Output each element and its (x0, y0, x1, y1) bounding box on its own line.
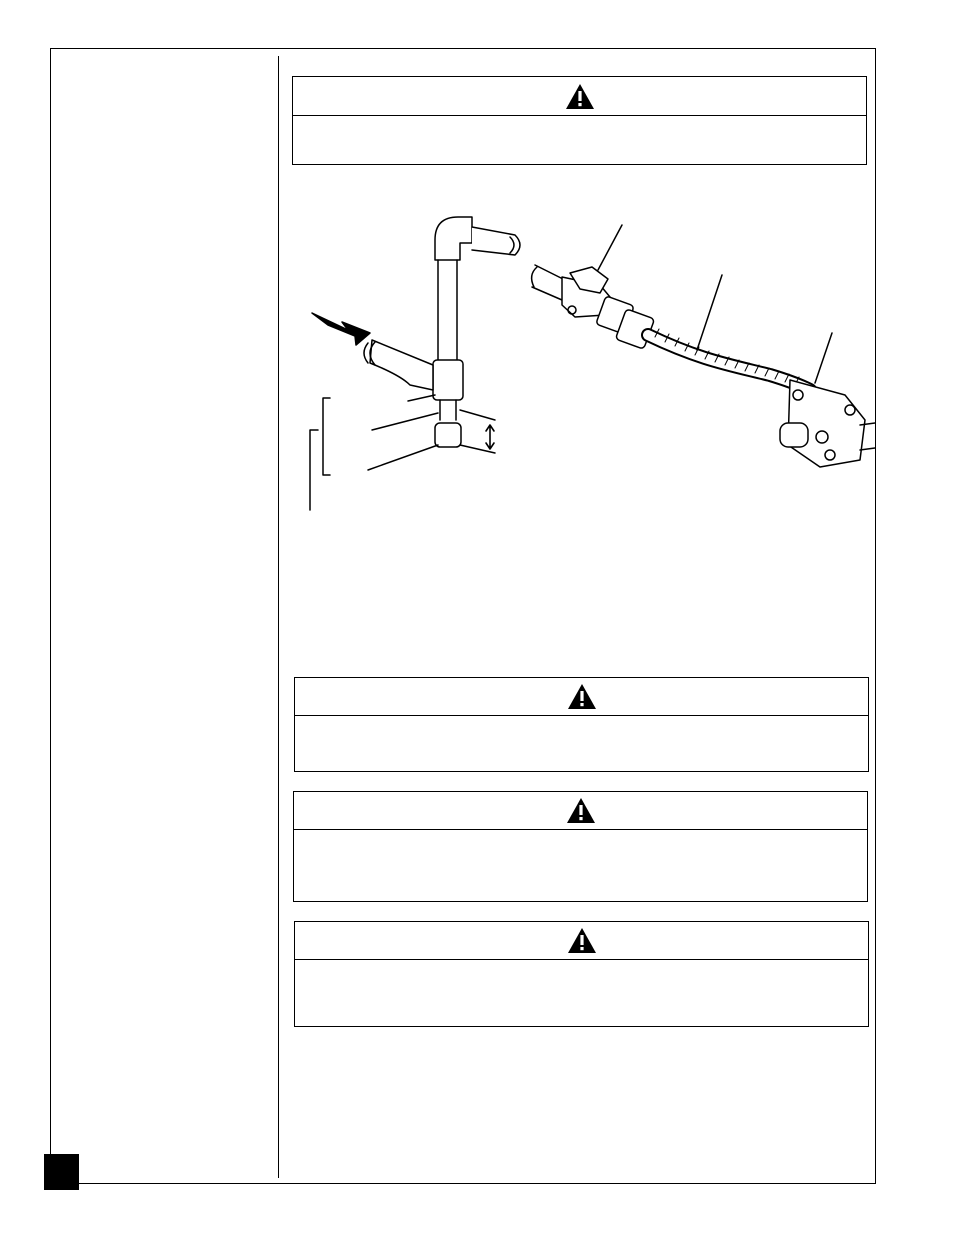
warning-box-2 (294, 677, 869, 772)
pipe-tee (433, 360, 463, 400)
warning-box-4 (294, 921, 869, 1027)
warning-triangle-icon (565, 83, 595, 110)
warning-header (295, 678, 868, 716)
flow-arrow (312, 313, 370, 345)
regulator-port (780, 423, 808, 447)
warning-triangle-icon (566, 797, 596, 824)
pipe-elbow (435, 217, 472, 260)
pipe-cap (435, 423, 461, 447)
pipe-nipple (440, 400, 456, 420)
warning-box-1 (292, 76, 867, 165)
pipe-right-stub (532, 265, 565, 300)
pipe-vertical (438, 260, 457, 360)
leader-lines (368, 395, 438, 470)
bracket-inner (323, 398, 330, 475)
page-number-tab (44, 1154, 79, 1190)
pipe-inlet (370, 340, 433, 390)
warning-header (295, 922, 868, 960)
gas-connection-illustration (300, 205, 875, 515)
warning-triangle-icon (567, 683, 597, 710)
warning-triangle-icon (567, 927, 597, 954)
warning-header (294, 792, 867, 830)
column-divider (278, 56, 279, 1178)
warning-box-3 (293, 791, 868, 902)
bracket-outer (310, 430, 318, 510)
warning-header (293, 77, 866, 116)
